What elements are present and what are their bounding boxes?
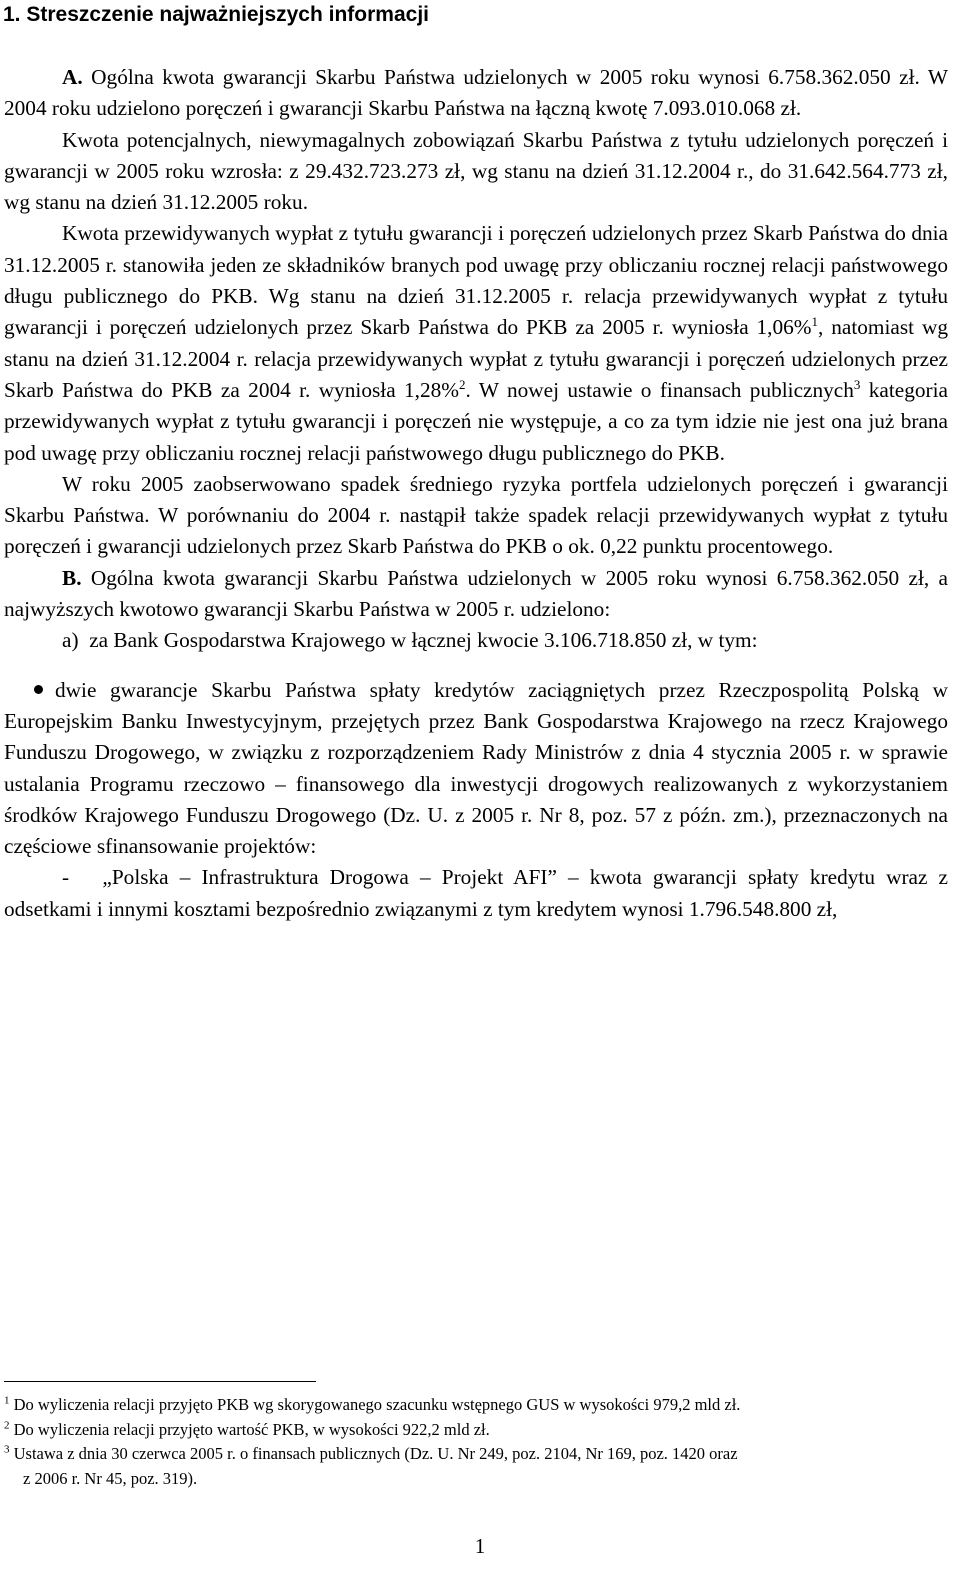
list-item-a: a) za Bank Gospodarstwa Krajowego w łącznej kwocie 3.106.718.850 zł, w tym: bbox=[62, 628, 758, 653]
footnote-3 bbox=[4, 1442, 956, 1467]
paragraph-forecast-payments bbox=[4, 218, 948, 468]
dash-item: - „Polska – Infrastruktura Drogowa – Projekt AFI” – kwota gwarancji spłaty kredytu wraz z odsetkami i innymi kosztami bezpośrednio związanymi z tym kredytem wynosi 1.796.548.800 zł, bbox=[4, 865, 948, 921]
bullet-item bbox=[4, 675, 948, 863]
paragraph-a-text: Ogólna kwota gwarancji Skarbu Państwa udzielonych w 2005 roku wynosi 6.758.362.050 zł. W 2004 roku udzielono poręczeń i gwarancji Skarbu Państwa na łączną kwotę 7.093.010.068 zł. bbox=[4, 65, 948, 121]
footnote-text: Do wyliczenia relacji przyjęto wartość PKB, w wysokości 922,2 mld zł. bbox=[13, 1419, 490, 1439]
footnote-3-continued: z 2006 r. Nr 45, poz. 319). bbox=[23, 1468, 198, 1488]
forecast-text-2: , natomiast wg stanu na dzień 31.12.2004 r. relacja przewidywanych wypłat z tytułu gwarancji i poręczeń udzielonych przez Skarb Państwa do PKB za 2004 r. wyniosła 1,28% bbox=[4, 315, 948, 402]
footnote-ref-2[interactable]: 2 bbox=[459, 376, 466, 392]
footnote-1 bbox=[4, 1393, 956, 1418]
body-text bbox=[4, 62, 948, 925]
footnote-2 bbox=[4, 1418, 956, 1443]
paragraph-potential-liabilities: Kwota potencjalnych, niewymagalnych zobowiązań Skarbu Państwa z tytułu udzielonych poręczeń i gwarancji w 2005 roku wzrosła: z 29.432.723.273 zł, wg stanu na dzień 31.12.2004 r., do 31.642.564.773 zł, wg stanu na dzień 31.12.2005 roku. bbox=[4, 127, 948, 215]
footnote-ref-3[interactable]: 3 bbox=[853, 376, 861, 392]
footnote-number: 2 bbox=[4, 1419, 10, 1432]
footnote-ref-1[interactable]: 1 bbox=[811, 314, 819, 330]
footnote-number: 1 bbox=[4, 1394, 10, 1407]
section-heading: 1. Streszczenie najważniejszych informacji bbox=[3, 3, 429, 26]
bullet-item-text: dwie gwarancje Skarbu Państwa spłaty kredytów zaciągniętych przez Rzeczpospolitą Polską w Europejskim Banku Inwestycyjnym, przejętych przez Bank Gospodarstwa Krajowego na rzecz Krajowego Funduszu Drogowego, w związku z rozporządzeniem Rady Ministrów z dnia 4 stycznia 2005 r. w sprawie ustalania Programu rzeczowo – finansowego dla inwestycji drogowych realizowanych z wykorzystaniem środków Krajowego Funduszu Drogowego (Dz. U. z 2005 r. Nr 8, poz. 57 z późn. zm.), przeznaczonych na częściowe sfinansowanie projektów: bbox=[4, 677, 948, 859]
footnote-text: Do wyliczenia relacji przyjęto PKB wg skorygowanego szacunku wstępnego GUS w wysokości 979,2 mld zł. bbox=[13, 1395, 741, 1414]
bullet-icon bbox=[34, 685, 43, 694]
footnotes bbox=[4, 1393, 956, 1491]
paragraph-b-label: B. bbox=[62, 565, 82, 590]
footnote-number: 3 bbox=[4, 1443, 10, 1456]
paragraph-b-text: Ogólna kwota gwarancji Skarbu Państwa udzielonych w 2005 roku wynosi 6.758.362.050 zł, a najwyższych kwotowo gwarancji Skarbu Państwa w 2005 r. udzielono: bbox=[4, 565, 948, 622]
page-number: 1 bbox=[474, 1534, 486, 1558]
forecast-text-3: . W nowej ustawie o finansach publicznych bbox=[465, 377, 854, 402]
footnote-text: Ustawa z dnia 30 czerwca 2005 r. o finansach publicznych (Dz. U. Nr 249, poz. 2104, Nr 169, poz. 1420 oraz bbox=[13, 1444, 738, 1464]
footnote-separator bbox=[4, 1381, 316, 1382]
paragraph-a-label: A. bbox=[62, 65, 83, 89]
forecast-text-4: kategoria przewidywanych wypłat z tytułu gwarancji i poręczeń nie występuje, a co za tym idzie nie jest ona już brana pod uwagę przy obliczaniu rocznej relacji państwowego długu publicznego do PKB. bbox=[4, 377, 948, 465]
paragraph-risk: W roku 2005 zaobserwowano spadek średniego ryzyka portfela udzielonych poręczeń i gwarancji Skarbu Państwa. W porównaniu do 2004 r. nastąpił także spadek relacji przewidywanych wypłat z tytułu poręczeń i gwarancji udzielonych przez Skarb Państwa do PKB o ok. 0,22 punktu procentowego. bbox=[4, 471, 948, 559]
spacer bbox=[4, 657, 948, 675]
paragraph-a bbox=[4, 62, 948, 125]
paragraph-b bbox=[4, 563, 948, 626]
forecast-text-1: Kwota przewidywanych wypłat z tytułu gwarancji i poręczeń udzielonych przez Skarb Państwa do dnia 31.12.2005 r. stanowiła jeden ze składników branych pod uwagę przy obliczaniu rocznej relacji państwowego długu publicznego do PKB. Wg stanu na dzień 31.12.2005 r. relacja przewidywanych wypłat z tytułu gwarancji i poręczeń udzielonych przez Skarb Państwa do PKB za 2005 r. wyniosła 1,06% bbox=[4, 221, 948, 340]
